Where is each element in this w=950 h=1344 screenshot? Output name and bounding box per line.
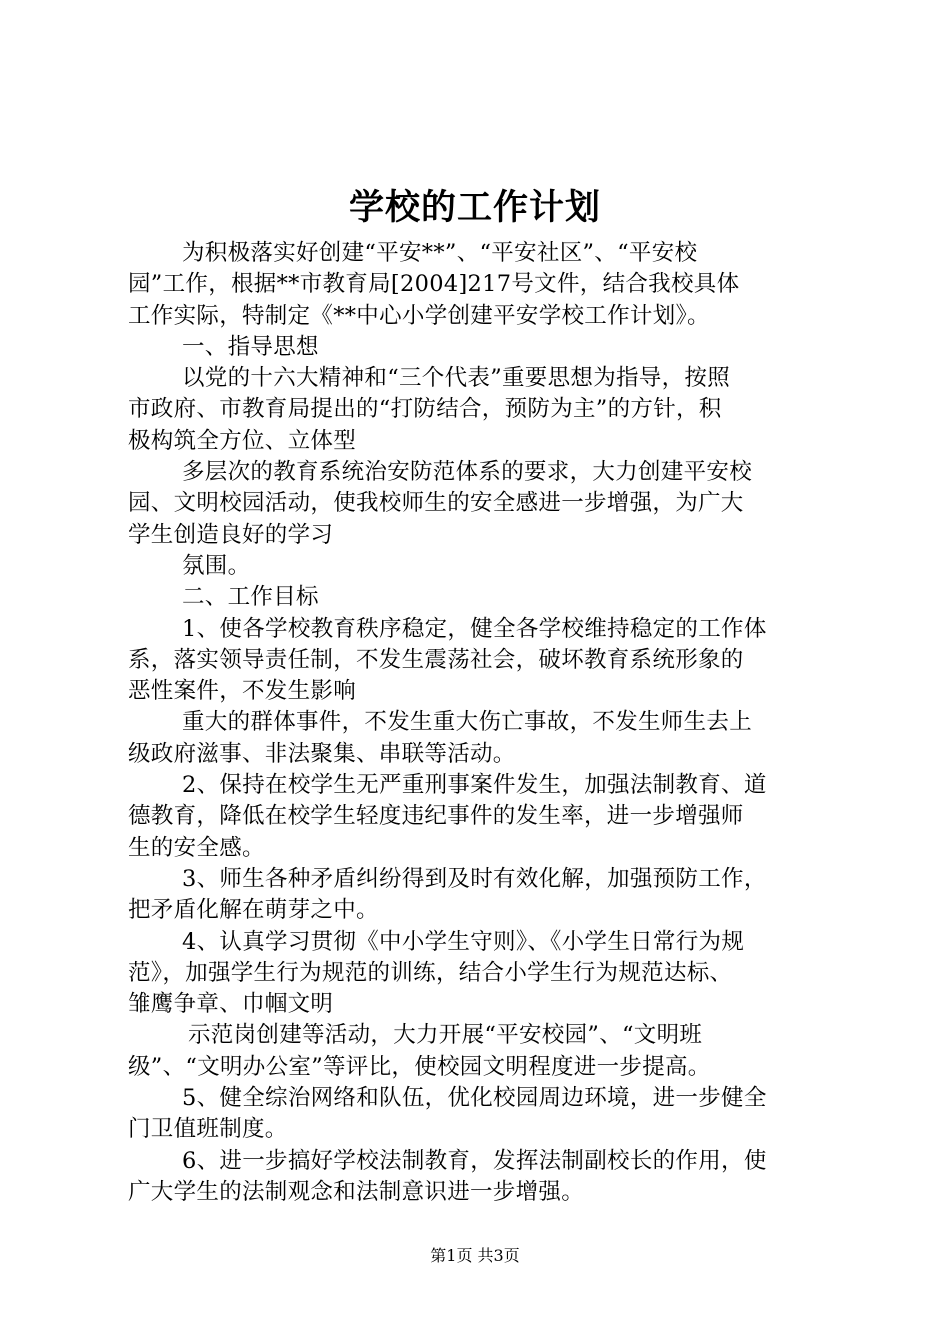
text-line: 广大学生的法制观念和法制意识进一步增强。 xyxy=(128,1178,585,1205)
text-line: 学生创造良好的学习 xyxy=(128,521,334,548)
text-line: 3、师生各种矛盾纠纷得到及时有效化解，加强预防工作， xyxy=(182,865,767,892)
text-line: 园”工作，根据**市教育局[2004]217号文件，结合我校具体 xyxy=(128,271,740,298)
text-line: 重大的群体事件，不发生重大伤亡事故，不发生师生去上 xyxy=(182,709,753,736)
text-line: 系，落实领导责任制，不发生震荡社会，破坏教育系统形象的 xyxy=(128,646,744,673)
text-line: 二、工作目标 xyxy=(182,584,319,611)
text-line: 极构筑全方位、立体型 xyxy=(128,427,357,454)
text-line: 工作实际，特制定《**中心小学创建平安学校工作计划》。 xyxy=(128,302,710,329)
text-line: 一、指导思想 xyxy=(182,333,319,360)
text-line: 范》，加强学生行为规范的训练，结合小学生行为规范达标、 xyxy=(128,959,733,986)
text-line: 以党的十六大精神和“三个代表”重要思想为指导，按照 xyxy=(182,365,731,392)
text-line: 6、进一步搞好学校法制教育，发挥法制副校长的作用，使 xyxy=(182,1147,767,1174)
text-line: 4、认真学习贯彻《中小学生守则》、《小学生日常行为规 xyxy=(182,928,745,955)
text-line: 德教育，降低在校学生轻度违纪事件的发生率，进一步增强师 xyxy=(128,803,744,830)
text-line: 级政府滋事、非法聚集、串联等活动。 xyxy=(128,740,516,767)
page-title: 学校的工作计划 xyxy=(348,187,601,228)
text-line: 5、健全综治网络和队伍，优化校园周边环境，进一步健全 xyxy=(182,1085,767,1112)
document-body xyxy=(128,238,834,1208)
text-line: 为积极落实好创建“平安**”、“平安社区”、“平安校 xyxy=(182,240,698,266)
text-line: 生的安全感。 xyxy=(128,834,265,861)
text-line: 把矛盾化解在萌芽之中。 xyxy=(128,897,379,924)
text-line: 2、保持在校学生无严重刑事案件发生，加强法制教育、道 xyxy=(182,772,767,799)
text-line: 园、文明校园活动，使我校师生的安全感进一步增强，为广大 xyxy=(128,490,744,517)
text-line: 级”、“文明办公室”等评比，使校园文明程度进一步提高。 xyxy=(128,1053,711,1080)
text-line: 1、使各学校教育秩序稳定，健全各学校维持稳定的工作体 xyxy=(182,615,767,642)
page-number: 第1页 共3页 xyxy=(430,1246,520,1265)
text-line: 市政府、市教育局提出的“打防结合，预防为主”的方针，积 xyxy=(128,396,722,423)
text-line: 门卫值班制度。 xyxy=(128,1116,288,1143)
text-line: 恶性案件，不发生影响 xyxy=(128,678,357,705)
text-line: 多层次的教育系统治安防范体系的要求，大力创建平安校 xyxy=(182,459,753,486)
text-line: 示范岗创建等活动，大力开展“平安校园”、“文明班 xyxy=(188,1022,703,1049)
text-line: 雏鹰争章、巾帼文明 xyxy=(128,991,334,1018)
text-line: 氛围。 xyxy=(182,552,251,579)
